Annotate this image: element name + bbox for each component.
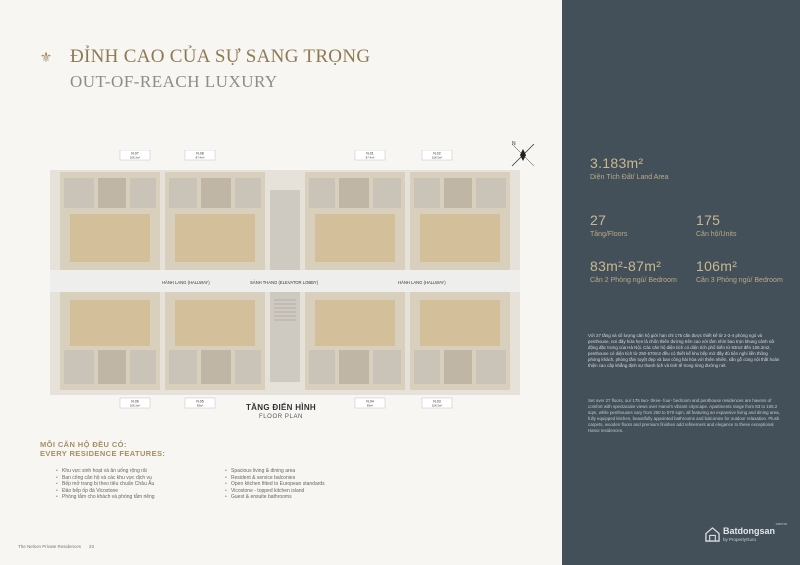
list-item: • Open kitchen fitted to European standards: [225, 481, 325, 488]
features-heading-vn: MỖI CĂN HỘ ĐỀU CÓ:: [40, 440, 127, 449]
stat-label: Căn 3 Phòng ngủ/ Bedroom: [696, 277, 783, 284]
list-item: • Ban công căn hộ và các khu vực dịch vụ: [56, 475, 155, 482]
publication-name: The Nelson Private Residences: [18, 544, 82, 549]
floor-plan-caption: TẦNG ĐIỂN HÌNH: [246, 403, 316, 412]
list-item: • Bếp mở trang bị theo tiêu chuẩn Châu Âu: [56, 481, 155, 488]
list-item: • Resident & service balconies: [225, 475, 325, 482]
right-panel: [562, 0, 800, 565]
list-item: • Phòng tắm cho khách và phòng tắm riêng: [56, 494, 155, 501]
unit-tag-area: 106.3m²: [431, 155, 443, 160]
unit-tag-area: 106.3m²: [129, 403, 141, 408]
features-list-en: [225, 468, 325, 501]
list-item: • Khu vực sinh hoạt và ăn uống rộng rãi: [56, 468, 155, 475]
brand-name: Batdongsan: [723, 526, 776, 536]
corridor-label-left: HÀNH LANG (HALLWAY): [162, 280, 210, 285]
stat-value: 175: [696, 212, 721, 228]
page-footer: [18, 544, 94, 549]
list-item: • Vicostone - topped kitchen island: [225, 488, 325, 495]
list-item: • Đảo bếp ốp đá Vicostone: [56, 488, 155, 495]
stat-value: 3.183m²: [590, 155, 644, 171]
corridor-label-center: SẢNH THANG (ELEVATOR LOBBY): [250, 280, 319, 285]
bottom-wings: [60, 292, 510, 390]
unit-tag-area: 106.3m²: [431, 403, 443, 408]
stat-two-bedroom: [590, 258, 690, 285]
features-heading-en: EVERY RESIDENCE FEATURES:: [40, 449, 166, 458]
batdongsan-logo: [705, 522, 795, 550]
stat-label: Diện Tích Đất/ Land Area: [590, 174, 669, 181]
stat-label: Căn hộ/Units: [696, 231, 737, 238]
unit-tag-id: N.02: [433, 151, 441, 156]
stat-value: 106m²: [696, 258, 738, 274]
description-vn: Với 27 tầng và số lượng căn hộ giới hạn chỉ 175 căn được thiết kế từ 2-3-4 phòng ngủ và penthouse, nơi đây hứa hẹn là chốn thiên đường trên cao với tầm nhìn bao trọn khung cảnh sôi động đặc trưng của Hà Nội. Các căn hộ diện tích có diện tích phổ biến từ 83m2 đến 106.2m2, penthouse có diện tích từ 250-570m2 đều có thiết kế khu bếp mở đầy đủ tiện nghi liền thông phòng khách, phòng tắm tuyệt đẹp và ban công hài hòa với thiên nhiên, sẵn gỗ cùng nội thất hoàn thiện cao cấp khẳng định sự thanh lịch và tinh tế trong từng đường nét.: [588, 333, 780, 368]
page-title: ĐỈNH CAO CỦA SỰ SANG TRỌNG: [70, 46, 371, 67]
stat-label: Tầng/Floors: [590, 231, 628, 238]
brand-monogram-icon: ⚜: [39, 50, 53, 66]
unit-tag-id: N.03: [433, 399, 441, 404]
page-number: 23: [89, 544, 95, 549]
features-list-vn: [56, 468, 155, 501]
floor-plan-caption-en: FLOOR PLAN: [258, 414, 303, 420]
unit-tag-area: 83m²: [366, 403, 374, 408]
unit-tag-area: 87.4m²: [195, 155, 205, 160]
unit-tag-id: N.05: [196, 399, 204, 404]
unit-tag-id: N.08: [196, 151, 204, 156]
brand-domain: .com.vn: [775, 522, 788, 526]
list-item: • Guest & ensuite bathrooms: [225, 494, 325, 501]
stat-value: 83m²-87m²: [590, 258, 662, 274]
stat-floors: [590, 212, 680, 239]
unit-tag-id: N.04: [366, 399, 374, 404]
features-heading: [40, 440, 165, 458]
stat-units: [696, 212, 786, 239]
unit-tag-area: 83m²: [196, 403, 204, 408]
corridor-label-right: HÀNH LANG (HALLWAY): [398, 280, 446, 285]
floor-plan: [50, 150, 520, 410]
unit-tag-area: 87.4m²: [365, 155, 375, 160]
stat-land-area: [590, 155, 680, 182]
list-item: • Spacious living & dining area: [225, 468, 325, 475]
unit-tag-id: N.01: [366, 151, 374, 156]
stat-three-bedroom: [696, 258, 786, 285]
house-logo-icon: [705, 527, 720, 542]
brand-tagline: by PropertyGuru: [723, 537, 757, 542]
stat-label: Căn 2 Phòng ngủ/ Bedroom: [590, 277, 677, 284]
unit-tag-id: N.07: [131, 151, 139, 156]
unit-tag-area: 106.3m²: [129, 155, 141, 160]
stat-value: 27: [590, 212, 607, 228]
page-subtitle: OUT-OF-REACH LUXURY: [70, 72, 278, 91]
unit-tag-id: N.06: [131, 399, 139, 404]
compass-label: N: [512, 141, 516, 147]
description-en: Set over 27 floors, our 175 two- three- four- bedroom and penthouse residences are havens of comfort with spectacular views over Hanoi's vibrant cityscape. Apartments range from 83 to 106.2 sqm, while penthouses vary from 250 to 570 sqm, all featuring an expansive living and dining area, fully equipped kitchen, beautifully appointed bathrooms and balconies for outdoor relaxation. Plush carpets, wooden floors and premium finishes add refinement and elegance to these exceptional Hanoi residences.: [588, 398, 780, 433]
